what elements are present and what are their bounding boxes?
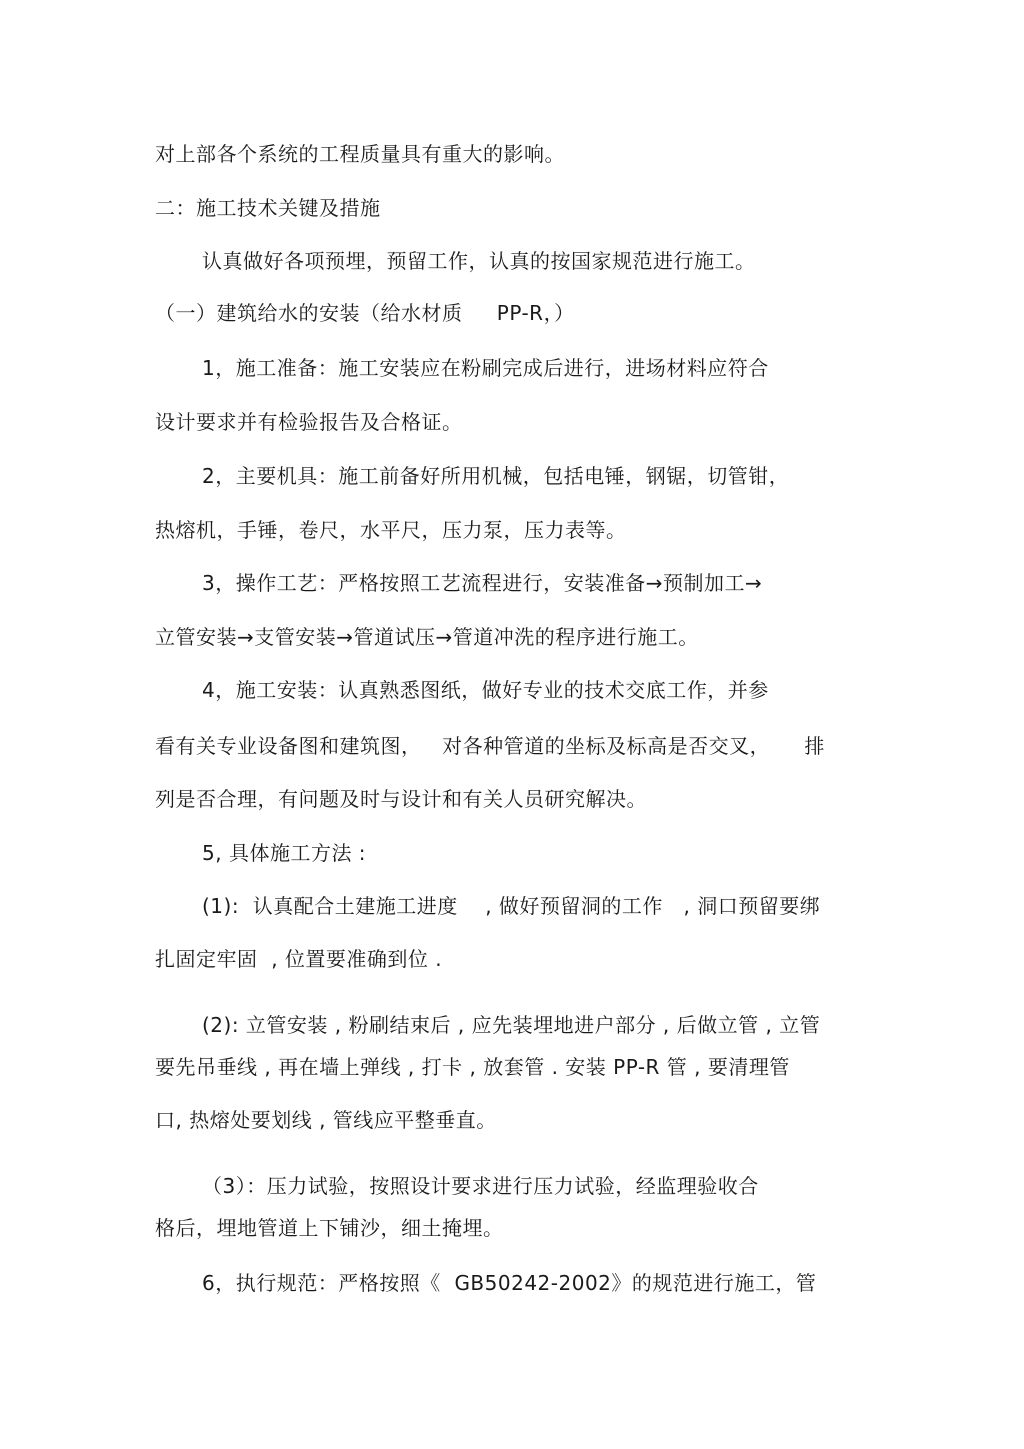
text-line: 立管安装→支管安装→管道试压→管道冲洗的程序进行施工。 — [155, 625, 699, 649]
text-line: 5, 具体施工方法 : — [202, 841, 367, 865]
text-line: 3，操作工艺：严格按照工艺流程进行，安装准备→预制加工→ — [202, 571, 763, 595]
text-line: 认真做好各项预埋，预留工作，认真的按国家规范进行施工。 — [202, 249, 756, 273]
text-line: 6，执行规范：严格按照《 GB50242-2002》的规范进行施工，管 — [202, 1271, 817, 1295]
text-line: 要先吊垂线 , 再在墙上弹线 , 打卡 , 放套管 . 安装 PP-R 管 , 要清理管 — [155, 1055, 790, 1079]
text-line: 热熔机，手锤，卷尺，水平尺，压力泵，压力表等。 — [155, 518, 627, 542]
text-line: 看有关专业设备图和建筑图， 对各种管道的坐标及标高是否交叉， 排 — [155, 734, 825, 758]
text-line: 口, 热熔处要划线 , 管线应平整垂直。 — [155, 1108, 497, 1132]
text-line: 2，主要机具：施工前备好所用机械，包括电锤，钢锯，切管钳， — [202, 464, 790, 488]
section-heading: 二：施工技术关键及措施 — [155, 196, 381, 220]
text-line: （3）：压力试验，按照设计要求进行压力试验，经监理验收合 — [202, 1174, 759, 1198]
text-line: 列是否合理，有问题及时与设计和有关人员研究解决。 — [155, 787, 647, 811]
text-line: (2): 立管安装 , 粉刷结束后 , 应先装埋地进户部分 , 后做立管 , 立管 — [202, 1013, 821, 1037]
text-line: 格后，埋地管道上下铺沙，细土掩埋。 — [155, 1216, 504, 1240]
text-line: 4，施工安装：认真熟悉图纸，做好专业的技术交底工作，并参 — [202, 678, 769, 702]
text-line: 1，施工准备：施工安装应在粉刷完成后进行，进场材料应符合 — [202, 356, 769, 380]
text-line: (1): 认真配合土建施工进度 , 做好预留洞的工作 , 洞口预留要绑 — [202, 894, 821, 918]
subsection-heading: （一）建筑给水的安装（给水材质 PP-R，） — [155, 301, 575, 325]
text-line: 设计要求并有检验报告及合格证。 — [155, 410, 463, 434]
text-line: 扎固定牢固 , 位置要准确到位 . — [155, 947, 443, 971]
text-line: 对上部各个系统的工程质量具有重大的影响。 — [155, 142, 565, 166]
